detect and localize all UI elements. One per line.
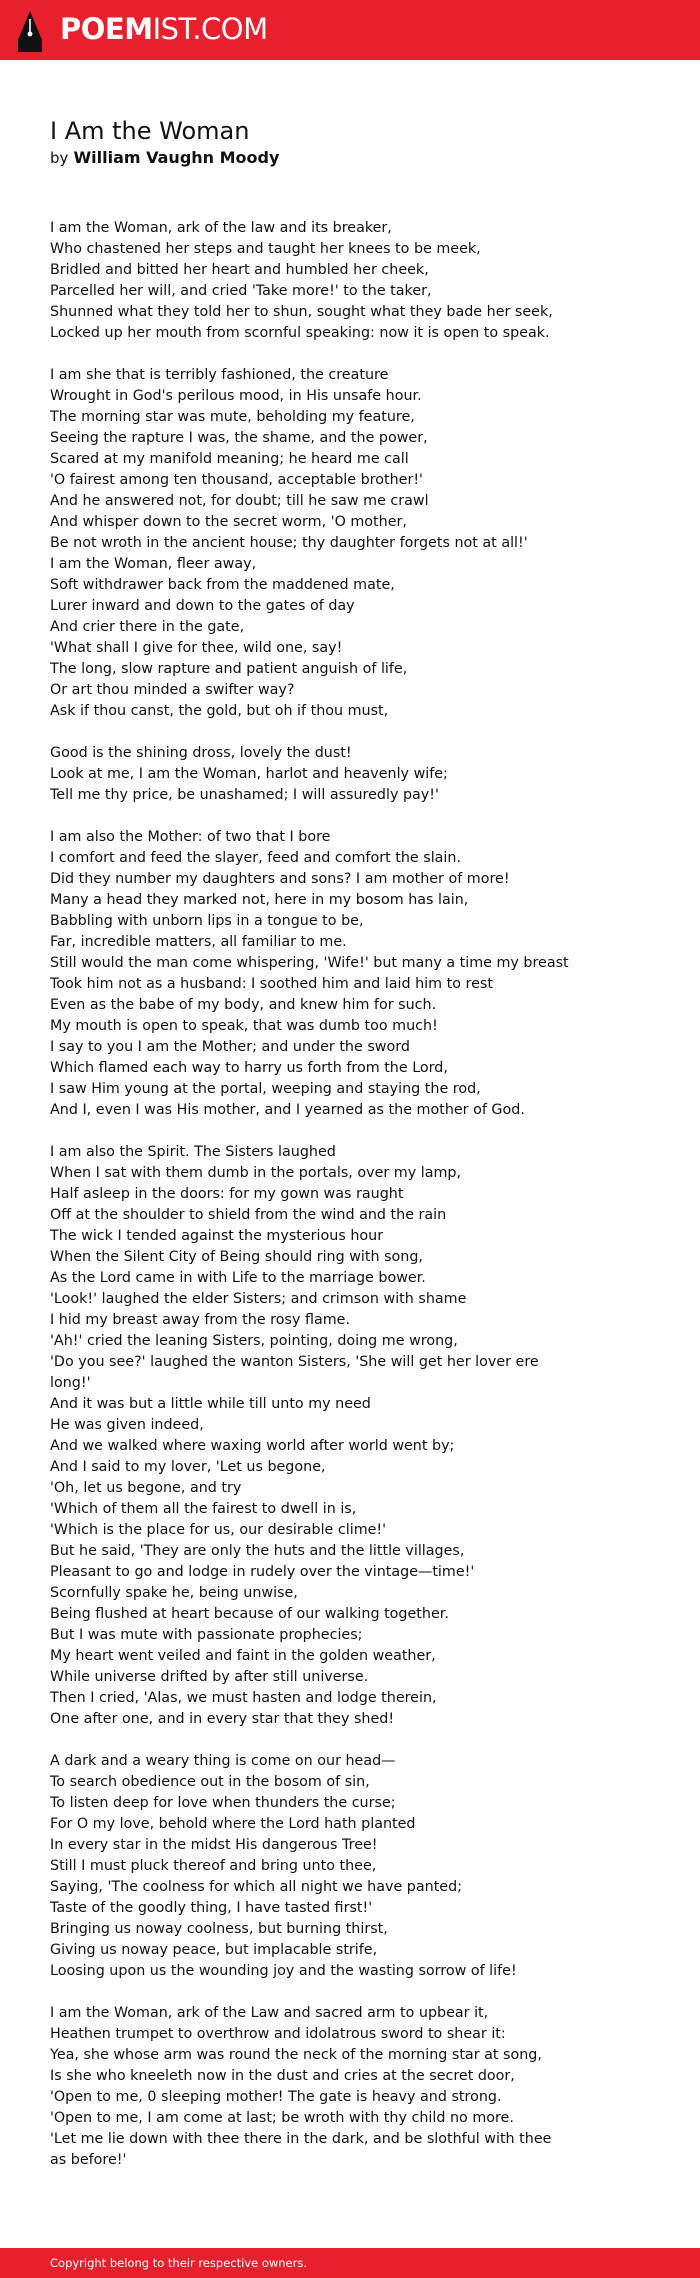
poem-line: And whisper down to the secret worm, 'O mother,	[50, 514, 407, 530]
poem-line: 'Oh, let us begone, and try	[50, 1480, 242, 1496]
poem-line: I hid my breast away from the rosy flame.	[50, 1312, 350, 1328]
poem-line: The morning star was mute, beholding my feature,	[50, 409, 415, 425]
poem-line: Is she who kneeleth now in the dust and cries at the secret door,	[50, 2068, 515, 2084]
poem-line: Bringing us noway coolness, but burning thirst,	[50, 1921, 388, 1937]
poem-line: Who chastened her steps and taught her knees to be meek,	[50, 241, 481, 257]
poem-line: But he said, 'They are only the huts and the little villages,	[50, 1543, 465, 1559]
poem-line: 'Do you see?' laughed the wanton Sisters, 'She will get her lover ere long!'	[50, 1354, 539, 1391]
poem-line: Still I must pluck thereof and bring unto thee,	[50, 1858, 377, 1874]
poem-line: I am also the Spirit. The Sisters laughed	[50, 1144, 336, 1160]
poem-line: Heathen trumpet to overthrow and idolatrous sword to shear it:	[50, 2026, 506, 2042]
poem-line: Many a head they marked not, here in my bosom has lain,	[50, 892, 469, 908]
poem-line: For O my love, behold where the Lord hath planted	[50, 1816, 416, 1832]
site-footer	[0, 2248, 700, 2278]
poem-line: Being flushed at heart because of our walking together.	[50, 1606, 449, 1622]
poem-line: As the Lord came in with Life to the marriage bower.	[50, 1270, 426, 1286]
poem-line: And I, even I was His mother, and I yearned as the mother of God.	[50, 1102, 525, 1118]
poem-stanza	[50, 365, 570, 722]
poem-line: I am she that is terribly fashioned, the creature	[50, 367, 389, 383]
poem-line: Ask if thou canst, the gold, but oh if thou must,	[50, 703, 389, 719]
poem-line: While universe drifted by after still universe.	[50, 1669, 369, 1685]
poem-line: My heart went veiled and faint in the golden weather,	[50, 1648, 436, 1664]
poem-line: 'Open to me, 0 sleeping mother! The gate is heavy and strong.	[50, 2089, 502, 2105]
by-label: by	[50, 149, 69, 167]
poem-line: And we walked where waxing world after world went by;	[50, 1438, 455, 1454]
poem-stanza	[50, 2003, 570, 2171]
poem-line: And he answered not, for doubt; till he saw me crawl	[50, 493, 429, 509]
poem-line: Far, incredible matters, all familiar to me.	[50, 934, 347, 950]
poem-line: I am also the Mother: of two that I bore	[50, 829, 331, 845]
poem-line: Locked up her mouth from scornful speaking: now it is open to speak.	[50, 325, 550, 341]
poem-line: To search obedience out in the bosom of sin,	[50, 1774, 370, 1790]
poem-line: 'Look!' laughed the elder Sisters; and crimson with shame	[50, 1291, 467, 1307]
site-header	[0, 0, 700, 60]
poem-body	[50, 218, 570, 2192]
brand-light-part: IST.COM	[152, 12, 268, 46]
poem-line: Be not wroth in the ancient house; thy daughter forgets not at all!'	[50, 535, 528, 551]
poem-line: Lurer inward and down to the gates of day	[50, 598, 355, 614]
poem-line: And it was but a little while till unto my need	[50, 1396, 371, 1412]
poem-stanza	[50, 1142, 570, 1730]
poem-line: Scared at my manifold meaning; he heard me call	[50, 451, 409, 467]
poem-line: Or art thou minded a swifter way?	[50, 682, 295, 698]
poem-line: Off at the shoulder to shield from the wind and the rain	[50, 1207, 447, 1223]
poem-line: 'Which is the place for us, our desirable clime!'	[50, 1522, 387, 1538]
poem-line: Half asleep in the doors: for my gown was raught	[50, 1186, 404, 1202]
poem-line: I am the Woman, ark of the law and its breaker,	[50, 220, 392, 236]
poem-line: One after one, and in every star that they shed!	[50, 1711, 395, 1727]
brand-bold-part: POEM	[60, 12, 153, 46]
poem-line: When the Silent City of Being should ring with song,	[50, 1249, 423, 1265]
poem-line: But I was mute with passionate prophecies;	[50, 1627, 363, 1643]
site-logo-text[interactable]	[60, 12, 268, 46]
poem-stanza	[50, 218, 570, 344]
poem-line: Soft withdrawer back from the maddened mate,	[50, 577, 395, 593]
poem-line: Taste of the goodly thing, I have tasted first!'	[50, 1900, 373, 1916]
poem-line: 'Let me lie down with thee there in the dark, and be slothful with thee as before!'	[50, 2131, 552, 2168]
author-name: William Vaughn Moody	[73, 148, 280, 167]
poem-line: In every star in the midst His dangerous Tree!	[50, 1837, 378, 1853]
poem-line: Did they number my daughters and sons? I am mother of more!	[50, 871, 510, 887]
poem-line: 'Which of them all the fairest to dwell in is,	[50, 1501, 357, 1517]
poem-line: Bridled and bitted her heart and humbled her cheek,	[50, 262, 429, 278]
poem-stanza	[50, 827, 570, 1121]
poem-line: Look at me, I am the Woman, harlot and heavenly wife;	[50, 766, 448, 782]
poem-line: 'Open to me, I am come at last; be wroth with thy child no more.	[50, 2110, 514, 2126]
poem-title: I Am the Woman	[50, 117, 250, 145]
copyright-notice: Copyright belong to their respective owners.	[50, 2256, 308, 2270]
poem-line: 'What shall I give for thee, wild one, say!	[50, 640, 343, 656]
poem-line: Tell me thy price, be unashamed; I will assuredly pay!'	[50, 787, 439, 803]
poem-line: Yea, she whose arm was round the neck of the morning star at song,	[50, 2047, 542, 2063]
poem-stanza	[50, 743, 570, 806]
poem-line: Which flamed each way to harry us forth from the Lord,	[50, 1060, 448, 1076]
poem-line: My mouth is open to speak, that was dumb too much!	[50, 1018, 438, 1034]
poem-line: When I sat with them dumb in the portals, over my lamp,	[50, 1165, 462, 1181]
byline	[50, 147, 279, 169]
poem-line: To listen deep for love when thunders the curse;	[50, 1795, 396, 1811]
poem-line: Then I cried, 'Alas, we must hasten and lodge therein,	[50, 1690, 437, 1706]
poem-line: Good is the shining dross, lovely the dust!	[50, 745, 352, 761]
poem-line: I saw Him young at the portal, weeping and staying the rod,	[50, 1081, 481, 1097]
poem-line: He was given indeed,	[50, 1417, 204, 1433]
poem-line: Parcelled her will, and cried 'Take more!' to the taker,	[50, 283, 432, 299]
poem-line: I am the Woman, ark of the Law and sacred arm to upbear it,	[50, 2005, 489, 2021]
poem-line: Even as the babe of my body, and knew him for such.	[50, 997, 437, 1013]
poem-line: Babbling with unborn lips in a tongue to be,	[50, 913, 364, 929]
poem-line: Pleasant to go and lodge in rudely over the vintage—time!'	[50, 1564, 475, 1580]
poem-stanza	[50, 1751, 570, 1982]
poem-line: The wick I tended against the mysterious hour	[50, 1228, 384, 1244]
poem-line: 'O fairest among ten thousand, acceptable brother!'	[50, 472, 423, 488]
poem-line: Saying, 'The coolness for which all night we have panted;	[50, 1879, 462, 1895]
poem-line: I am the Woman, fleer away,	[50, 556, 257, 572]
poem-line: A dark and a weary thing is come on our head—	[50, 1753, 396, 1769]
poem-line: Took him not as a husband: I soothed him and laid him to rest	[50, 976, 493, 992]
poem-line: Shunned what they told her to shun, sought what they bade her seek,	[50, 304, 553, 320]
poem-line: I comfort and feed the slayer, feed and comfort the slain.	[50, 850, 462, 866]
poem-line: Seeing the rapture I was, the shame, and the power,	[50, 430, 428, 446]
poem-line: And I said to my lover, 'Let us begone,	[50, 1459, 326, 1475]
poem-line: Scornfully spake he, being unwise,	[50, 1585, 298, 1601]
pen-nib-logo-icon[interactable]	[17, 10, 43, 52]
poem-line: Still would the man come whispering, 'Wife!' but many a time my breast	[50, 955, 569, 971]
poem-line: Loosing upon us the wounding joy and the wasting sorrow of life!	[50, 1963, 517, 1979]
poem-line: The long, slow rapture and patient anguish of life,	[50, 661, 408, 677]
poem-line: I say to you I am the Mother; and under the sword	[50, 1039, 410, 1055]
poem-line: Giving us noway peace, but implacable strife,	[50, 1942, 378, 1958]
poem-line: Wrought in God's perilous mood, in His unsafe hour.	[50, 388, 422, 404]
poem-line: And crier there in the gate,	[50, 619, 245, 635]
poem-line: 'Ah!' cried the leaning Sisters, pointing, doing me wrong,	[50, 1333, 458, 1349]
